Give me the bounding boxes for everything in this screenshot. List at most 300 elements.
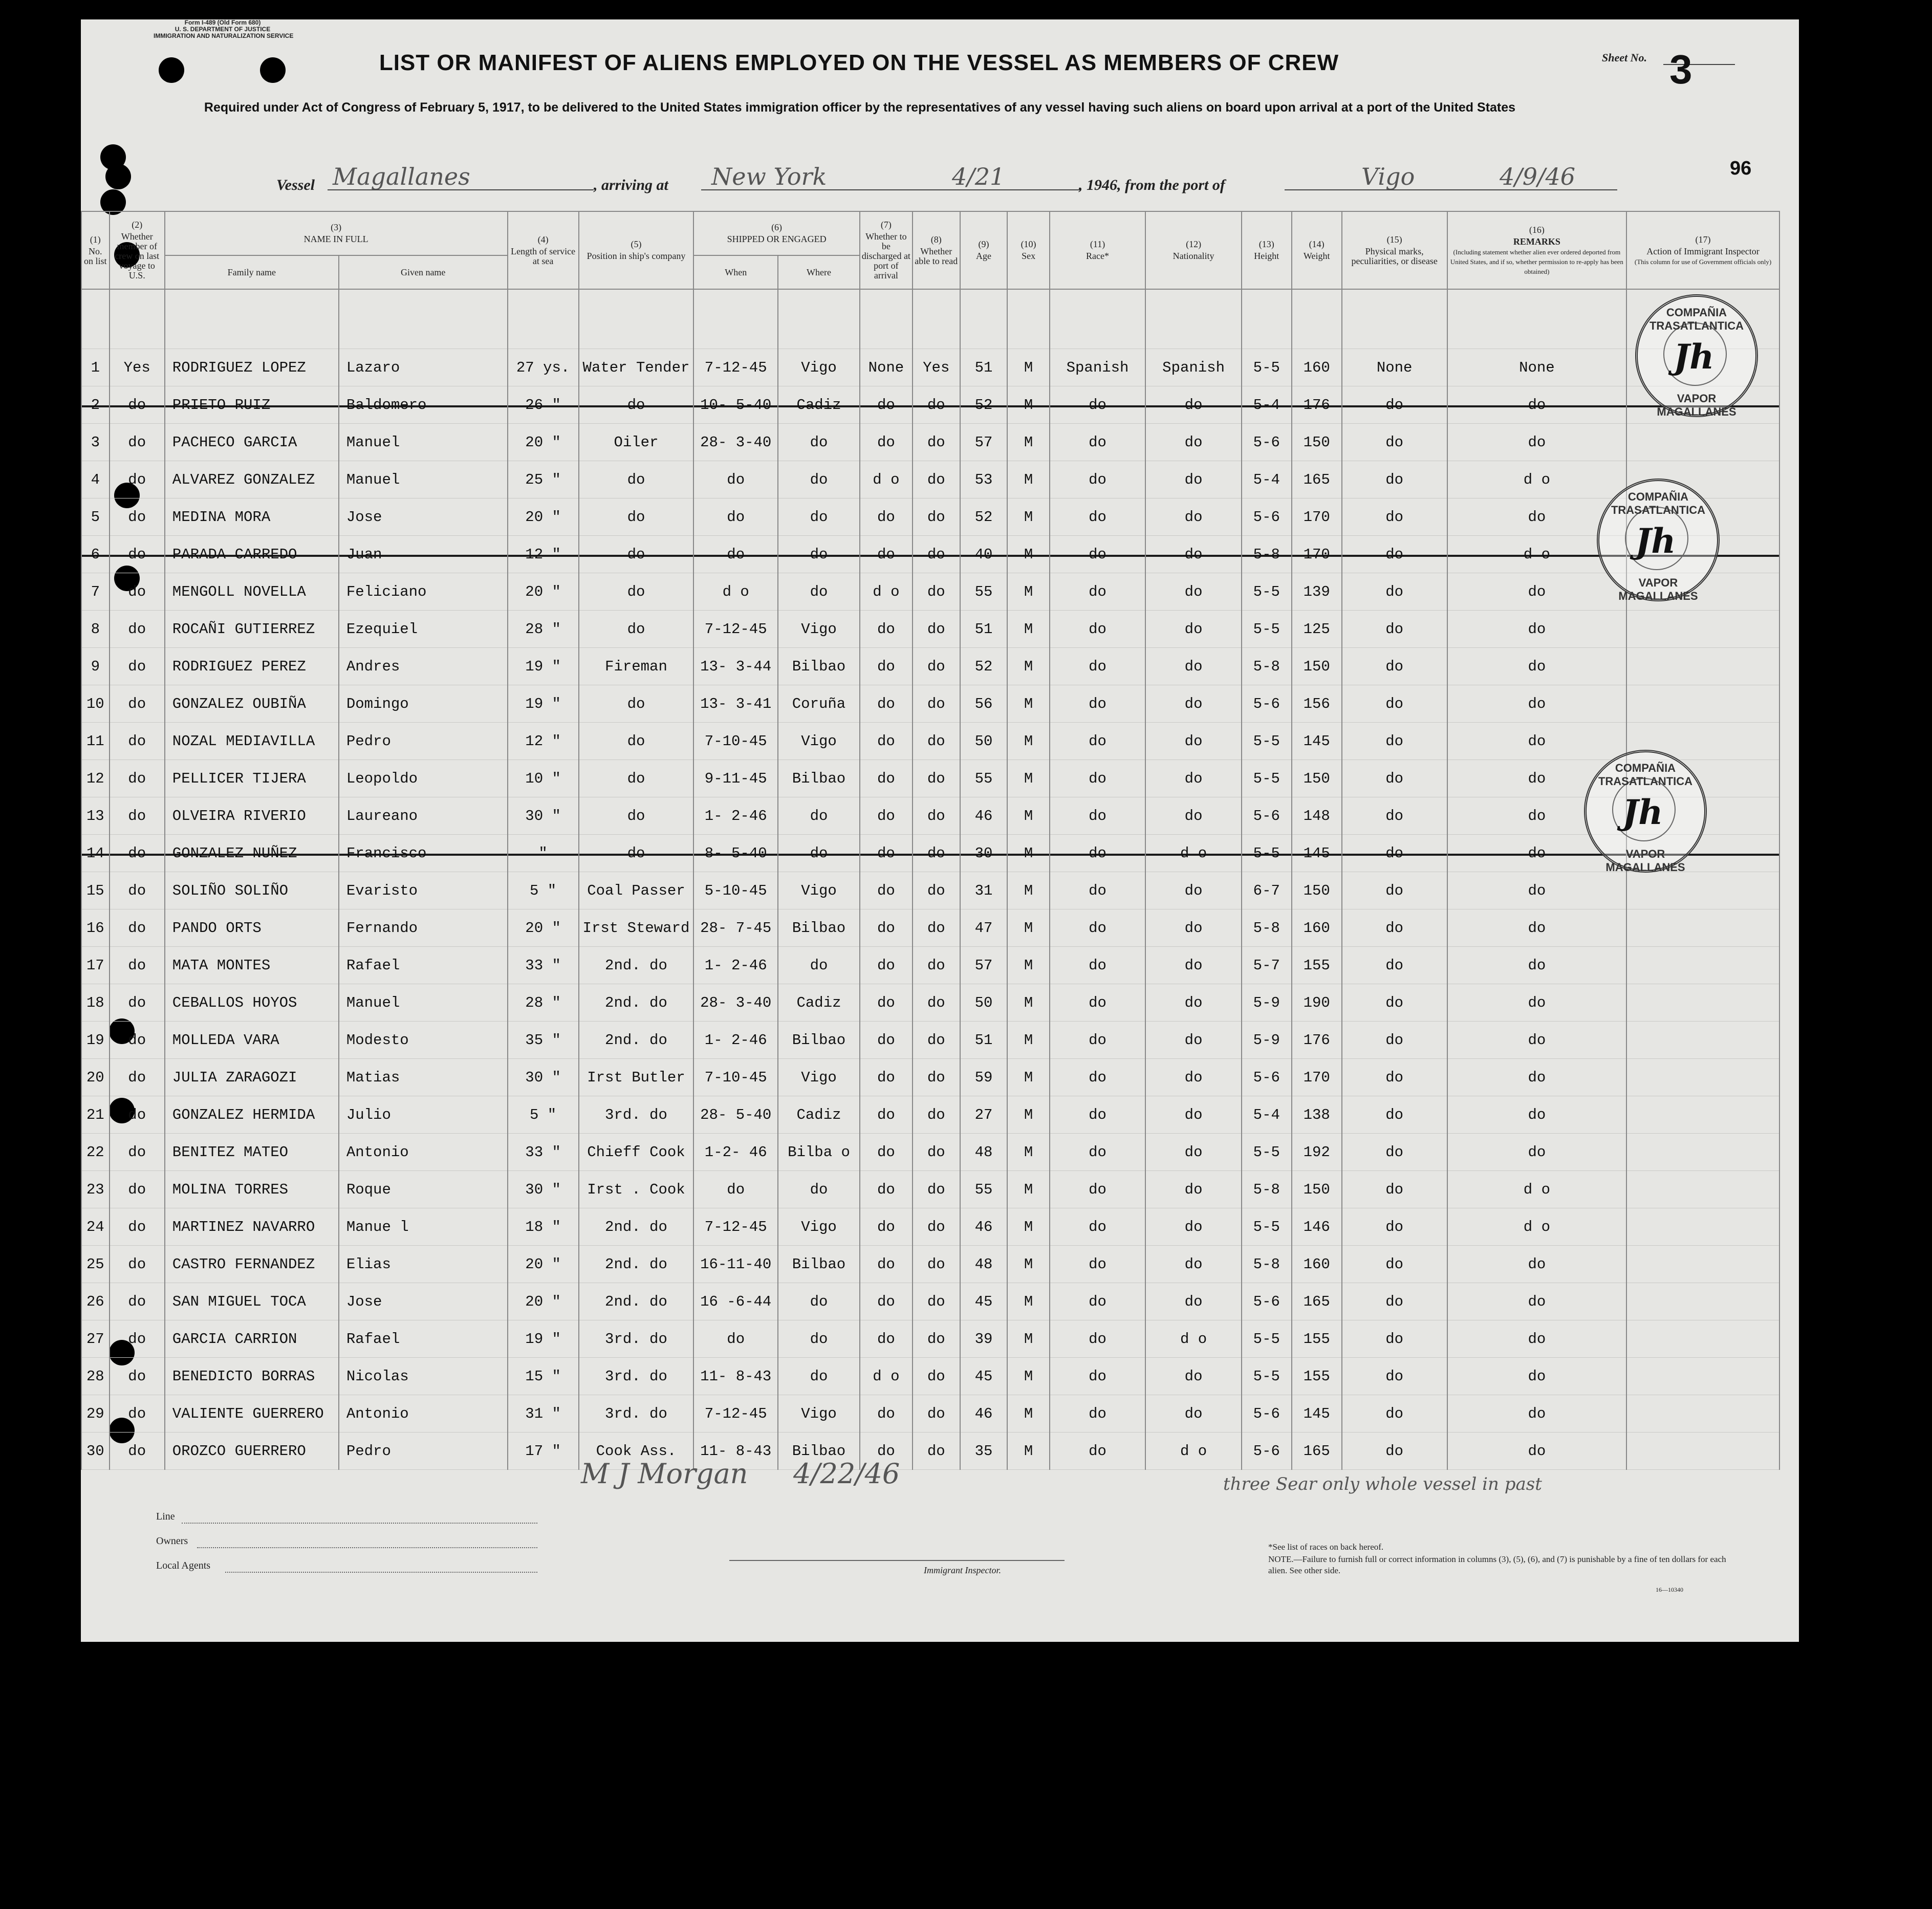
cell-inspector-action: [1626, 1433, 1779, 1470]
cell-race: do: [1050, 536, 1146, 573]
cell-sex: M: [1007, 1433, 1049, 1470]
cell-inspector-action: [1626, 984, 1779, 1022]
vessel-name: Magallanes: [333, 163, 470, 190]
cell-age: 57: [960, 947, 1008, 984]
crew-row: [81, 461, 1779, 498]
cell-when: 1- 2-46: [693, 1022, 778, 1059]
cell-age: 53: [960, 461, 1008, 498]
cell-weight: 165: [1292, 1433, 1342, 1470]
crew-row: [81, 1320, 1779, 1358]
cell-discharged: do: [860, 1320, 913, 1358]
col-header-when: When: [693, 255, 778, 289]
cell-height: 5-8: [1242, 909, 1292, 947]
cell-position: 3rd. do: [579, 1096, 694, 1134]
cell-read: do: [913, 1208, 960, 1246]
cell-service: 30 ": [508, 1171, 579, 1208]
cell-sex: M: [1007, 685, 1049, 723]
cell-discharged: do: [860, 536, 913, 573]
cell-when: 13- 3-41: [693, 685, 778, 723]
cell-last: do: [110, 1059, 165, 1096]
cell-age: 55: [960, 1171, 1008, 1208]
cell-height: 5-5: [1242, 611, 1292, 648]
cell-nationality: do: [1145, 909, 1242, 947]
cell-last: do: [110, 1096, 165, 1134]
cell-no: 26: [81, 1283, 110, 1320]
cell-when: 16 -6-44: [693, 1283, 778, 1320]
col-header-read: (8) Whether able to read: [913, 211, 960, 289]
cell-weight: 165: [1292, 1283, 1342, 1320]
col-header-service: (4) Length of service at sea: [508, 211, 579, 289]
cell-given: Rafael: [339, 947, 508, 984]
cell-weight: 160: [1292, 1246, 1342, 1283]
local-agents-field: [225, 1572, 537, 1573]
cell-family: PACHECO GARCIA: [165, 424, 339, 461]
cell-nationality: do: [1145, 685, 1242, 723]
crew-row: [81, 1246, 1779, 1283]
cell-where: Cadiz: [778, 984, 860, 1022]
cell-when: 13- 3-44: [693, 648, 778, 685]
cell-where: Bilbao: [778, 1246, 860, 1283]
cell-no: 10: [81, 685, 110, 723]
cell-last: do: [110, 760, 165, 797]
cell-marks: do: [1342, 1171, 1447, 1208]
cell-when: 11- 8-43: [693, 1433, 778, 1470]
cell-race: do: [1050, 1096, 1146, 1134]
cell-age: 35: [960, 1433, 1008, 1470]
cell-marks: do: [1342, 461, 1447, 498]
cell-no: 17: [81, 947, 110, 984]
cell-marks: do: [1342, 1283, 1447, 1320]
cell-marks: do: [1342, 1134, 1447, 1171]
cell-nationality: do: [1145, 461, 1242, 498]
cell-remarks: do: [1447, 872, 1626, 909]
cell-family: ROCAÑI GUTIERREZ: [165, 611, 339, 648]
cell-position: Water Tender: [579, 349, 694, 386]
cell-remarks: do: [1447, 685, 1626, 723]
cell-race: do: [1050, 984, 1146, 1022]
cell-discharged: do: [860, 1134, 913, 1171]
cell-given: Lazaro: [339, 349, 508, 386]
cell-when: 7-12-45: [693, 349, 778, 386]
cell-nationality: d o: [1145, 1433, 1242, 1470]
cell-family: PANDO ORTS: [165, 909, 339, 947]
cell-sex: M: [1007, 760, 1049, 797]
cell-given: Feliciano: [339, 573, 508, 611]
crew-row: [81, 872, 1779, 909]
cell-where: do: [778, 835, 860, 872]
line-label: Line: [156, 1511, 175, 1522]
year-label: , 1946, from the port of: [1079, 177, 1225, 193]
cell-marks: do: [1342, 648, 1447, 685]
cell-remarks: do: [1447, 835, 1626, 872]
crew-row: [81, 424, 1779, 461]
cell-remarks: do: [1447, 648, 1626, 685]
cell-when: 7-10-45: [693, 723, 778, 760]
cell-sex: M: [1007, 984, 1049, 1022]
cell-marks: do: [1342, 1433, 1447, 1470]
departure-port: Vigo: [1361, 163, 1415, 190]
cell-read: do: [913, 909, 960, 947]
cell-no: 22: [81, 1134, 110, 1171]
col-header-discharged: (7) Whether to be discharged at port of arrival: [860, 211, 913, 289]
cell-marks: do: [1342, 872, 1447, 909]
cell-age: 45: [960, 1358, 1008, 1395]
cell-service: 31 ": [508, 1395, 579, 1433]
cell-sex: M: [1007, 536, 1049, 573]
cell-when: 7-12-45: [693, 1395, 778, 1433]
cell-height: 5-9: [1242, 1022, 1292, 1059]
cell-last: do: [110, 1208, 165, 1246]
cell-age: 50: [960, 723, 1008, 760]
cell-service: 28 ": [508, 984, 579, 1022]
crew-row: [81, 611, 1779, 648]
cell-inspector-action: [1626, 685, 1779, 723]
cell-height: 5-5: [1242, 1208, 1292, 1246]
cell-last: do: [110, 909, 165, 947]
cell-inspector-action: [1626, 872, 1779, 909]
cell-read: do: [913, 461, 960, 498]
cell-sex: M: [1007, 909, 1049, 947]
cell-read: do: [913, 797, 960, 835]
cell-no: 11: [81, 723, 110, 760]
cell-inspector-action: [1626, 648, 1779, 685]
cell-height: 5-9: [1242, 984, 1292, 1022]
crew-row: [81, 984, 1779, 1022]
cell-age: 51: [960, 1022, 1008, 1059]
cell-service: 19 ": [508, 648, 579, 685]
cell-height: 5-6: [1242, 797, 1292, 835]
cell-weight: 176: [1292, 1022, 1342, 1059]
cell-where: Bilbao: [778, 1022, 860, 1059]
arriving-port: New York: [711, 163, 827, 190]
cell-position: 2nd. do: [579, 1022, 694, 1059]
cell-marks: do: [1342, 835, 1447, 872]
cell-when: do: [693, 536, 778, 573]
cell-service: 19 ": [508, 685, 579, 723]
cell-marks: do: [1342, 947, 1447, 984]
cell-position: 2nd. do: [579, 984, 694, 1022]
cell-sex: M: [1007, 498, 1049, 536]
cell-nationality: Spanish: [1145, 349, 1242, 386]
cell-race: do: [1050, 1395, 1146, 1433]
crew-row: [81, 1283, 1779, 1320]
cell-when: 16-11-40: [693, 1246, 778, 1283]
cell-read: do: [913, 984, 960, 1022]
cell-position: do: [579, 835, 694, 872]
cell-race: do: [1050, 386, 1146, 424]
cell-nationality: do: [1145, 797, 1242, 835]
cell-race: do: [1050, 1171, 1146, 1208]
cell-read: do: [913, 386, 960, 424]
owners-field: [197, 1547, 537, 1548]
cell-when: 1- 2-46: [693, 947, 778, 984]
cell-discharged: do: [860, 984, 913, 1022]
cell-weight: 146: [1292, 1208, 1342, 1246]
cell-family: RODRIGUEZ LOPEZ: [165, 349, 339, 386]
cell-weight: 165: [1292, 461, 1342, 498]
cell-weight: 155: [1292, 1358, 1342, 1395]
cell-no: 18: [81, 984, 110, 1022]
cell-marks: do: [1342, 685, 1447, 723]
cell-no: 23: [81, 1171, 110, 1208]
cell-marks: do: [1342, 909, 1447, 947]
cell-height: 5-5: [1242, 835, 1292, 872]
cell-inspector-action: [1626, 1022, 1779, 1059]
cell-family: OROZCO GUERRERO: [165, 1433, 339, 1470]
cell-where: do: [778, 424, 860, 461]
cell-sex: M: [1007, 386, 1049, 424]
line-field: [182, 1523, 537, 1524]
stamp-top-text: COMPAÑIA TRASATLANTICA: [1611, 490, 1706, 516]
cell-discharged: do: [860, 723, 913, 760]
cell-given: Jose: [339, 498, 508, 536]
cell-read: do: [913, 1059, 960, 1096]
cell-no: 13: [81, 797, 110, 835]
cell-position: Irst Butler: [579, 1059, 694, 1096]
cell-position: do: [579, 536, 694, 573]
col-header-sex: (10) Sex: [1007, 211, 1049, 289]
cell-height: 6-7: [1242, 872, 1292, 909]
cell-given: Leopoldo: [339, 760, 508, 797]
cell-where: do: [778, 1171, 860, 1208]
cell-race: do: [1050, 947, 1146, 984]
col-header-name: (3) NAME IN FULL: [165, 211, 508, 255]
cell-age: 46: [960, 1395, 1008, 1433]
cell-where: do: [778, 1358, 860, 1395]
cell-read: do: [913, 1096, 960, 1134]
crew-row: [81, 760, 1779, 797]
cell-where: Vigo: [778, 1395, 860, 1433]
cell-read: do: [913, 536, 960, 573]
cell-position: do: [579, 760, 694, 797]
cell-remarks: do: [1447, 984, 1626, 1022]
cell-sex: M: [1007, 723, 1049, 760]
cell-no: 9: [81, 648, 110, 685]
cell-family: MATA MONTES: [165, 947, 339, 984]
cell-race: do: [1050, 1320, 1146, 1358]
cell-discharged: do: [860, 947, 913, 984]
cell-weight: 138: [1292, 1096, 1342, 1134]
col-header-weight: (14) Weight: [1292, 211, 1342, 289]
cell-where: do: [778, 498, 860, 536]
cell-family: MARTINEZ NAVARRO: [165, 1208, 339, 1246]
cell-age: 45: [960, 1283, 1008, 1320]
inspector-initials: Jh: [1674, 337, 1714, 377]
cell-discharged: do: [860, 872, 913, 909]
col-header-no: (1) No. on list: [81, 211, 110, 289]
cell-age: 52: [960, 648, 1008, 685]
cell-race: do: [1050, 498, 1146, 536]
cell-weight: 145: [1292, 835, 1342, 872]
cell-discharged: do: [860, 386, 913, 424]
cell-read: do: [913, 1395, 960, 1433]
cell-discharged: do: [860, 835, 913, 872]
cell-last: do: [110, 386, 165, 424]
cell-read: do: [913, 723, 960, 760]
crew-row: [81, 723, 1779, 760]
vessel-name-line: [328, 189, 594, 190]
cell-where: Bilbao: [778, 648, 860, 685]
cell-marks: do: [1342, 424, 1447, 461]
cell-family: GONZALEZ HERMIDA: [165, 1096, 339, 1134]
stamp-top-text: COMPAÑIA TRASATLANTICA: [1649, 306, 1744, 332]
cell-last: do: [110, 1246, 165, 1283]
page-number: 96: [1730, 158, 1752, 179]
cell-inspector-action: [1626, 1283, 1779, 1320]
cell-sex: M: [1007, 1283, 1049, 1320]
cell-inspector-action: [1626, 1096, 1779, 1134]
cell-inspector-action: [1626, 1059, 1779, 1096]
cell-marks: do: [1342, 536, 1447, 573]
cell-height: 5-8: [1242, 536, 1292, 573]
cell-age: 40: [960, 536, 1008, 573]
crew-row: [81, 1358, 1779, 1395]
cell-nationality: do: [1145, 1246, 1242, 1283]
cell-nationality: do: [1145, 1358, 1242, 1395]
cell-family: ALVAREZ GONZALEZ: [165, 461, 339, 498]
cell-last: do: [110, 1022, 165, 1059]
cell-remarks: do: [1447, 760, 1626, 797]
cell-nationality: do: [1145, 1059, 1242, 1096]
cell-read: do: [913, 835, 960, 872]
cell-service: 20 ": [508, 498, 579, 536]
cell-position: do: [579, 723, 694, 760]
cell-height: 5-4: [1242, 1096, 1292, 1134]
cell-marks: do: [1342, 797, 1447, 835]
cell-position: Irst . Cook: [579, 1171, 694, 1208]
cell-no: 25: [81, 1246, 110, 1283]
cell-position: Coal Passer: [579, 872, 694, 909]
cell-marks: do: [1342, 498, 1447, 536]
cell-remarks: d o: [1447, 1171, 1626, 1208]
cell-remarks: do: [1447, 723, 1626, 760]
cell-where: Cadiz: [778, 1096, 860, 1134]
cell-remarks: do: [1447, 1022, 1626, 1059]
cell-read: do: [913, 872, 960, 909]
departure-line: [1285, 189, 1617, 190]
cell-no: 3: [81, 424, 110, 461]
cell-nationality: do: [1145, 498, 1242, 536]
cell-read: do: [913, 1171, 960, 1208]
cell-given: Matias: [339, 1059, 508, 1096]
arrival-date: 4/21: [952, 163, 1005, 190]
cell-given: Manuel: [339, 461, 508, 498]
cell-read: do: [913, 1433, 960, 1470]
cell-weight: 192: [1292, 1134, 1342, 1171]
cell-remarks: d o: [1447, 1208, 1626, 1246]
cell-sex: M: [1007, 797, 1049, 835]
cell-last: do: [110, 947, 165, 984]
crew-row: [81, 573, 1779, 611]
cell-remarks: do: [1447, 1246, 1626, 1283]
cell-service: 35 ": [508, 1022, 579, 1059]
cell-family: MOLLEDA VARA: [165, 1022, 339, 1059]
cell-no: 27: [81, 1320, 110, 1358]
cell-age: 47: [960, 909, 1008, 947]
cell-remarks: None: [1447, 349, 1626, 386]
cell-discharged: do: [860, 760, 913, 797]
cell-height: 5-5: [1242, 573, 1292, 611]
cell-nationality: do: [1145, 1283, 1242, 1320]
cell-sex: M: [1007, 1208, 1049, 1246]
cell-race: do: [1050, 1283, 1146, 1320]
cell-marks: do: [1342, 723, 1447, 760]
crew-row: [81, 1022, 1779, 1059]
cell-discharged: do: [860, 1246, 913, 1283]
cell-height: 5-6: [1242, 498, 1292, 536]
cell-marks: None: [1342, 349, 1447, 386]
cell-age: 56: [960, 685, 1008, 723]
cell-race: do: [1050, 872, 1146, 909]
cell-when: do: [693, 1320, 778, 1358]
cell-nationality: do: [1145, 611, 1242, 648]
cell-sex: M: [1007, 1358, 1049, 1395]
cell-given: Francisco: [339, 835, 508, 872]
cell-family: GONZALEZ OUBIÑA: [165, 685, 339, 723]
cell-race: do: [1050, 760, 1146, 797]
cell-given: Nicolas: [339, 1358, 508, 1395]
cell-family: BENITEZ MATEO: [165, 1134, 339, 1171]
crew-row: [81, 947, 1779, 984]
cell-age: 57: [960, 424, 1008, 461]
cell-given: Manue l: [339, 1208, 508, 1246]
cell-given: Baldomero: [339, 386, 508, 424]
cell-last: do: [110, 1433, 165, 1470]
cell-weight: 125: [1292, 611, 1342, 648]
cell-race: do: [1050, 835, 1146, 872]
cell-read: do: [913, 760, 960, 797]
crew-row: [81, 498, 1779, 536]
cell-no: 8: [81, 611, 110, 648]
cell-where: do: [778, 573, 860, 611]
cell-height: 5-7: [1242, 947, 1292, 984]
cell-where: Bilbao: [778, 1433, 860, 1470]
cell-where: do: [778, 797, 860, 835]
cell-service: 12 ": [508, 536, 579, 573]
cell-where: Vigo: [778, 1208, 860, 1246]
sheet-label: Sheet No.: [1602, 51, 1647, 64]
cell-position: do: [579, 498, 694, 536]
cell-height: 5-4: [1242, 386, 1292, 424]
cell-discharged: do: [860, 797, 913, 835]
cell-discharged: do: [860, 498, 913, 536]
cell-no: 5: [81, 498, 110, 536]
cell-marks: do: [1342, 984, 1447, 1022]
form-subtitle: Required under Act of Congress of February 5, 1917, to be delivered to the United States immigration officer by the representatives of any vessel having such aliens on board upon arrival at a port of the United States: [204, 100, 1516, 115]
crew-row: [81, 1171, 1779, 1208]
cell-service: 18 ": [508, 1208, 579, 1246]
cell-when: 28- 5-40: [693, 1096, 778, 1134]
stamp-bottom-text: VAPOR MAGALLANES: [1605, 848, 1685, 874]
cell-race: do: [1050, 723, 1146, 760]
cell-family: PARADA CARREDO: [165, 536, 339, 573]
cell-when: 9-11-45: [693, 760, 778, 797]
cell-when: do: [693, 498, 778, 536]
cell-sex: M: [1007, 573, 1049, 611]
cell-nationality: do: [1145, 1022, 1242, 1059]
cell-nationality: do: [1145, 573, 1242, 611]
crew-row: [81, 1433, 1779, 1470]
cell-height: 5-5: [1242, 760, 1292, 797]
cell-no: 19: [81, 1022, 110, 1059]
cell-age: 48: [960, 1134, 1008, 1171]
col-header-family-name: Family name: [165, 255, 339, 289]
handwritten-note: three Sear only whole vessel in past: [1223, 1474, 1542, 1494]
cell-service: 20 ": [508, 424, 579, 461]
cell-no: 4: [81, 461, 110, 498]
cell-where: Bilbao: [778, 760, 860, 797]
cell-position: do: [579, 386, 694, 424]
